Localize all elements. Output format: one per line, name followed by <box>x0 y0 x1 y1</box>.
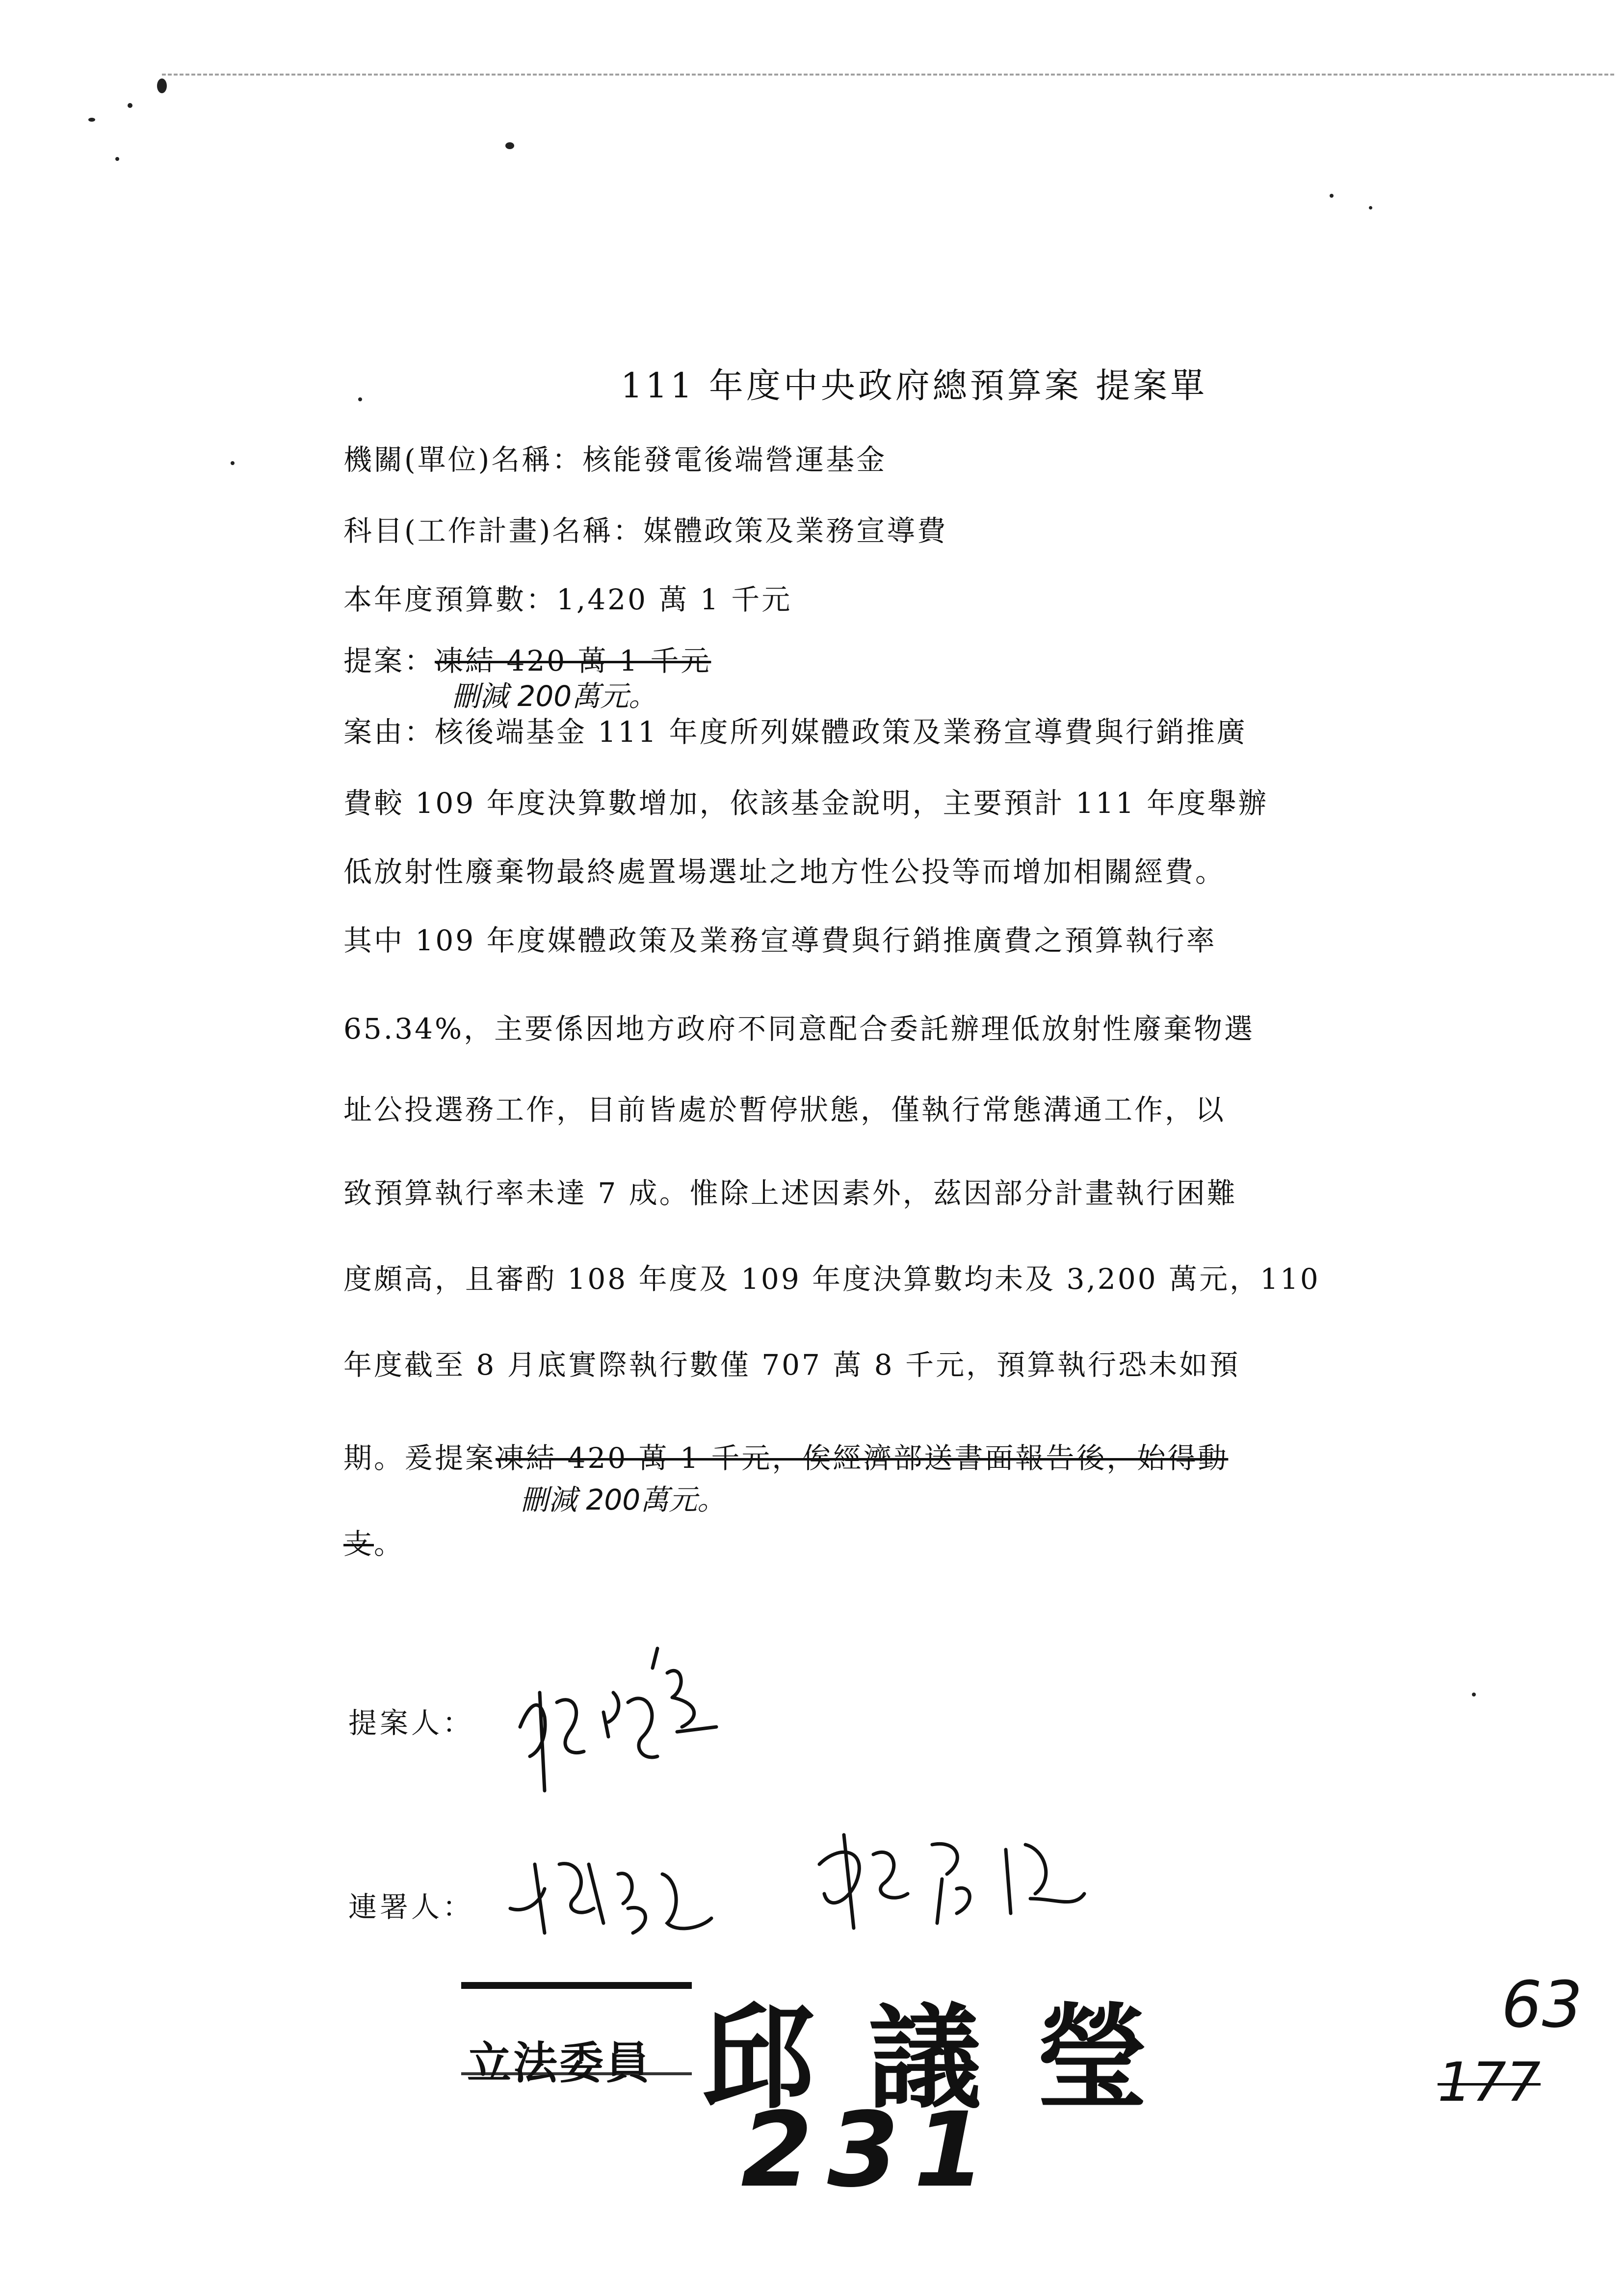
reason-line-3: 低放射性廢棄物最終處置場選址之地方性公投等而增加相關經費。 <box>343 855 1226 888</box>
scan-edge-line <box>162 74 1614 76</box>
scan-speck <box>157 78 167 93</box>
document-title: 111 年度中央政府總預算案 提案單 <box>621 365 1208 406</box>
reason-line-9: 年度截至 8 月底實際執行數僅 707 萬 8 千元，預算執行恐未如預 <box>343 1348 1240 1382</box>
proposal-struck-text: 凍結 420 萬 1 千元 <box>435 644 711 678</box>
reason-line-1: 案由：核後端基金 111 年度所列媒體政策及業務宣導費與行銷推廣 <box>343 715 1247 749</box>
proposal-label: 提案： <box>343 644 435 678</box>
cosigner-label: 連署人： <box>348 1890 474 1924</box>
legislator-stamp <box>461 1967 1236 2124</box>
reason-line-8: 度頗高，且審酌 108 年度及 109 年度決算數均未及 3,200 萬元，110 <box>343 1262 1320 1296</box>
reason-final-line <box>343 1521 404 1562</box>
scan-speck <box>358 397 362 401</box>
item-line: 科目(工作計畫)名稱：媒體政策及業務宣導費 <box>343 514 948 548</box>
proposer-label: 提案人： <box>348 1706 474 1740</box>
stamp-title: 立法委員 <box>467 2037 652 2089</box>
reason-final-tail: 。 <box>374 1527 405 1561</box>
scan-speck <box>1369 206 1372 209</box>
scan-speck <box>1330 194 1334 198</box>
agency-line: 機關(單位)名稱：核能發電後端營運基金 <box>343 443 887 476</box>
budget-line: 本年度預算數：1,420 萬 1 千元 <box>343 583 792 616</box>
scan-speck <box>231 461 235 465</box>
scan-speck <box>1472 1693 1476 1696</box>
reason-last-line <box>343 1435 1228 1476</box>
reason-handwritten-correction: 刪減 200萬元。 <box>520 1483 726 1516</box>
proposal-handwritten-correction: 刪減 200萬元。 <box>451 679 657 713</box>
reason-line-7: 致預算執行率未達 7 成。惟除上述因素外，茲因部分計畫執行困難 <box>343 1176 1237 1210</box>
proposer-signature <box>510 1619 736 1805</box>
stamp-name: 邱議瑩 <box>702 1992 1203 2124</box>
page-number-center: 231 <box>741 2090 1000 2210</box>
scan-speck <box>115 157 119 161</box>
reason-line-5: 65.34%，主要係因地方政府不同意配合委託辦理低放射性廢棄物選 <box>343 1012 1255 1045</box>
reason-last-struck: 凍結 420 萬 1 千元，俟經濟部送書面報告後，始得動 <box>496 1441 1229 1475</box>
cosigner-signature-1 <box>505 1835 760 1962</box>
cosigner-signature-2 <box>810 1815 1104 1962</box>
reason-line-4: 其中 109 年度媒體政策及業務宣導費與行銷推廣費之預算執行率 <box>343 924 1217 957</box>
reason-line-2: 費較 109 年度決算數增加，依該基金說明，主要預計 111 年度舉辦 <box>343 786 1269 820</box>
stamp-title-box <box>461 1982 692 2089</box>
scan-speck <box>88 118 95 122</box>
scan-speck <box>505 142 514 149</box>
reason-line-6: 址公投選務工作，目前皆處於暫停狀態，僅執行常態溝通工作，以 <box>343 1093 1226 1126</box>
reason-final-struck: 支 <box>343 1527 374 1561</box>
page-number-right-bottom-struck: 177 <box>1438 2051 1541 2113</box>
page-number-right-top: 63 <box>1501 1967 1583 2042</box>
reason-last-prefix: 期。爰提案 <box>343 1441 496 1475</box>
scan-speck <box>128 103 132 108</box>
